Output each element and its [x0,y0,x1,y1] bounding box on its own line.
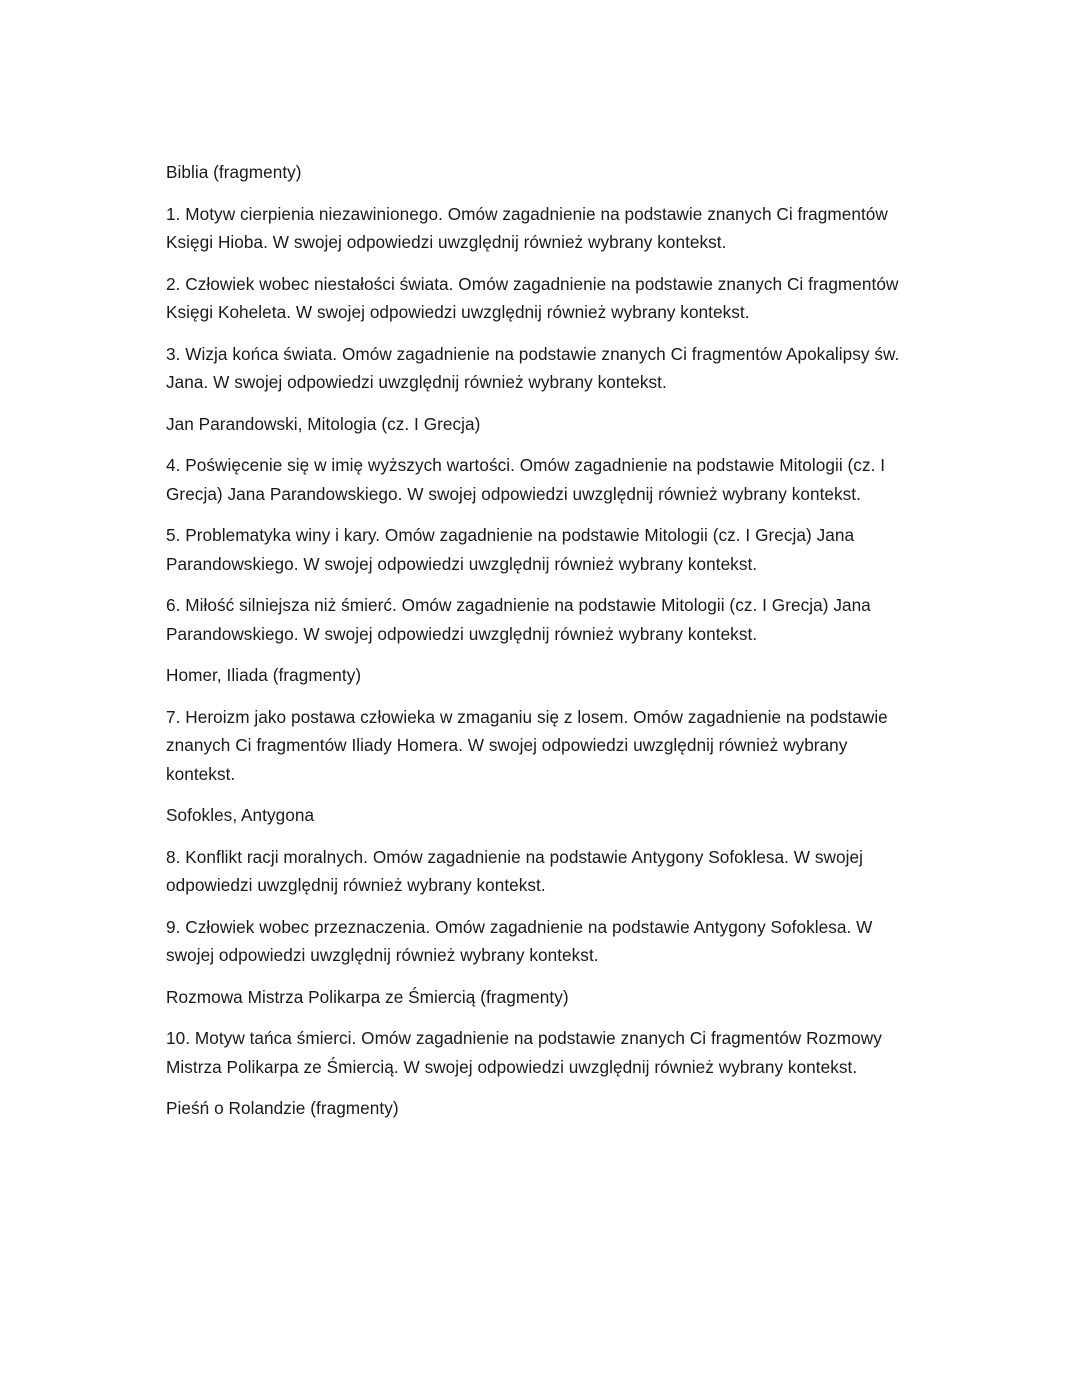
section-heading-antygona: Sofokles, Antygona [166,805,315,825]
question-10: 10. Motyw tańca śmierci. Omów zagadnienie na podstawie znanych Ci fragmentów Rozmowy Mistrza Polikarpa ze Śmiercią. W swojej odpowiedzi uwzględnij również wybrany kontekst. [166,1028,882,1077]
question-3: 3. Wizja końca świata. Omów zagadnienie na podstawie znanych Ci fragmentów Apokalipsy św. Jana. W swojej odpowiedzi uwzględnij również wybrany kontekst. [166,343,900,392]
question-4: 4. Poświęcenie się w imię wyższych wartości. Omów zagadnienie na podstawie Mitologii (cz. I Grecja) Jana Parandowskiego. W swojej odpowiedzi uwzględnij również wybrany kontekst. [166,455,886,504]
document-page [166,158,911,1136]
question-2: 2. Człowiek wobec niestałości świata. Omów zagadnienie na podstawie znanych Ci fragmentów Księgi Koheleta. W swojej odpowiedzi uwzględnij również wybrany kontekst. [166,273,899,322]
section-heading-roland: Pieśń o Rolandzie (fragmenty) [166,1098,399,1118]
question-7: 7. Heroizm jako postawa człowieka w zmaganiu się z losem. Omów zagadnienie na podstawie znanych Ci fragmentów Iliady Homera. W swojej odpowiedzi uwzględnij również wybrany kontekst. [166,706,888,784]
section-heading-mitologia: Jan Parandowski, Mitologia (cz. I Grecja) [166,413,481,434]
question-8: 8. Konflikt racji moralnych. Omów zagadnienie na podstawie Antygony Sofoklesa. W swojej odpowiedzi uwzględnij również wybrany kontekst. [166,846,863,895]
question-5: 5. Problematyka winy i kary. Omów zagadnienie na podstawie Mitologii (cz. I Grecja) Jana Parandowskiego. W swojej odpowiedzi uwzględnij również wybrany kontekst. [166,525,855,574]
section-heading-iliada: Homer, Iliada (fragmenty) [166,665,362,685]
question-6: 6. Miłość silniejsza niż śmierć. Omów zagadnienie na podstawie Mitologii (cz. I Grecja) Jana Parandowskiego. W swojej odpowiedzi uwzględnij również wybrany kontekst. [166,595,871,644]
question-1: 1. Motyw cierpienia niezawinionego. Omów zagadnienie na podstawie znanych Ci fragmentów Księgi Hioba. W swojej odpowiedzi uwzględnij również wybrany kontekst. [166,203,888,252]
question-9: 9. Człowiek wobec przeznaczenia. Omów zagadnienie na podstawie Antygony Sofoklesa. W swojej odpowiedzi uwzględnij również wybrany kontekst. [166,916,873,965]
section-heading-polikarp: Rozmowa Mistrza Polikarpa ze Śmiercią (fragmenty) [166,986,569,1007]
section-heading-biblia: Biblia (fragmenty) [166,162,302,182]
